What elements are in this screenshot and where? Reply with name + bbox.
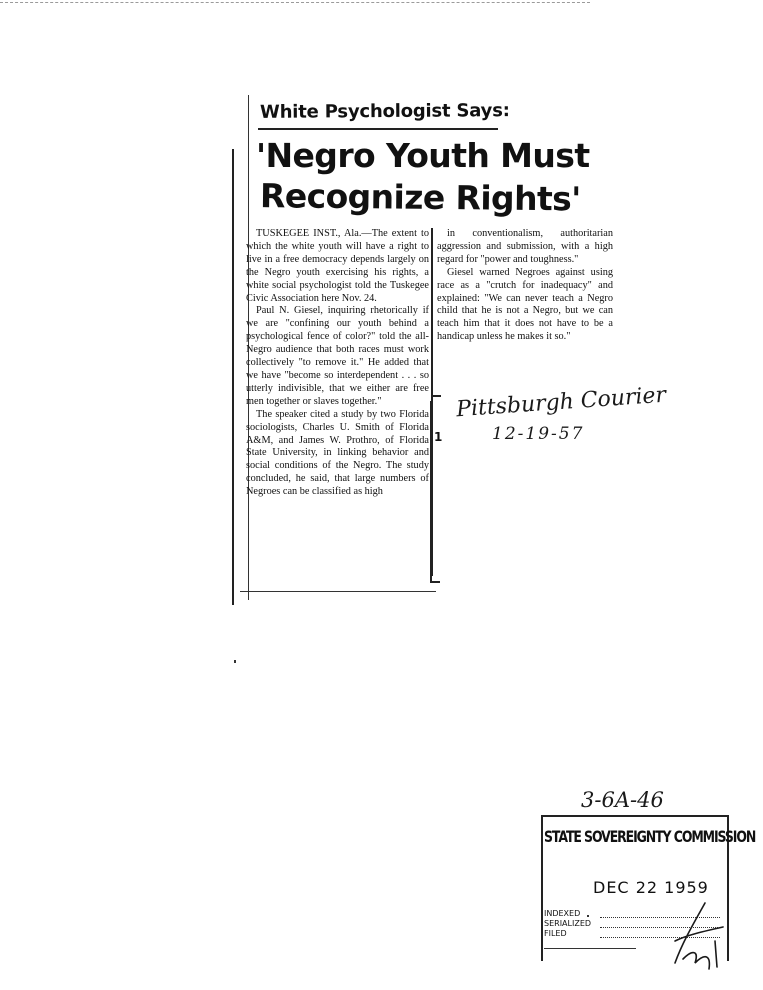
- kicker-rule: [258, 128, 498, 130]
- article-column-right: [437, 228, 613, 344]
- article-column-left: [246, 228, 429, 499]
- clipping-bracket: [430, 401, 443, 583]
- clipping-bottom-rule: [240, 591, 436, 592]
- article-paragraph: Paul N. Giesel, inquiring rhetorically if we are "confining our youth behind a psychological fence of color?" told the all-Negro audience that both races must work collectively "to remove it." He added that we have "become so interdependent . . . so utterly indivisible, that we either are free men together or slaves together.": [246, 305, 429, 407]
- stamp-blank-line: [544, 940, 636, 949]
- article-paragraph: TUSKEGEE INST., Ala.—The extent to which the white youth will have a right to live in a free democracy depends largely on the Negro youth exercising his rights, a white social psychologist told the Tuskegee Civic Association here Nov. 24.: [246, 228, 429, 304]
- article-paragraph: The speaker cited a study by two Florida sociologists, Charles U. Smith of Florida A&M, and James W. Prothro, of Florida State University, in linking behavior and social conditions of the Negro. The study concluded, he said, that large numbers of Negroes can be classified as high: [246, 408, 429, 498]
- top-scan-edge: [0, 2, 590, 3]
- scan-speck: [234, 660, 236, 663]
- clipping-bracket-top: [431, 395, 441, 397]
- kicker: White Psychologist Says:: [259, 100, 510, 123]
- headline-line-2: Recognize Rights': [259, 176, 581, 219]
- article-paragraph: in conventionalism, authoritarian aggression and submission, with a high regard for "power and toughness.": [437, 228, 613, 265]
- headline-line-1: 'Negro Youth Must: [256, 136, 590, 175]
- stamp-field-label: SERIALIZED: [544, 919, 592, 928]
- stamp-field-label: INDEXED: [544, 909, 581, 918]
- handwritten-initials: [665, 901, 725, 971]
- commission-stamp: [541, 788, 756, 960]
- handwritten-source: Pittsburgh Courier: [455, 382, 667, 423]
- article-paragraph: Giesel warned Negroes against using race as a "crutch for inadequacy" and explained: "We can never teach a Negro child that he is not a Negro, but we can teach him that it does not have to be a handicap unless he makes it so.": [437, 266, 613, 343]
- clipping-edge-outer: [232, 149, 234, 605]
- margin-mark: 1: [434, 430, 443, 444]
- stamp-date: DEC 22 1959: [593, 878, 709, 897]
- stamp-title: STATE SOVEREIGNTY COMMISSION: [544, 827, 756, 846]
- stamp-file-number: 3-6A-46: [581, 788, 664, 812]
- headline: [256, 135, 626, 219]
- newspaper-clipping: [232, 95, 632, 605]
- handwritten-date: 12-19-57: [492, 424, 585, 444]
- stamp-field-label: FILED: [544, 929, 567, 938]
